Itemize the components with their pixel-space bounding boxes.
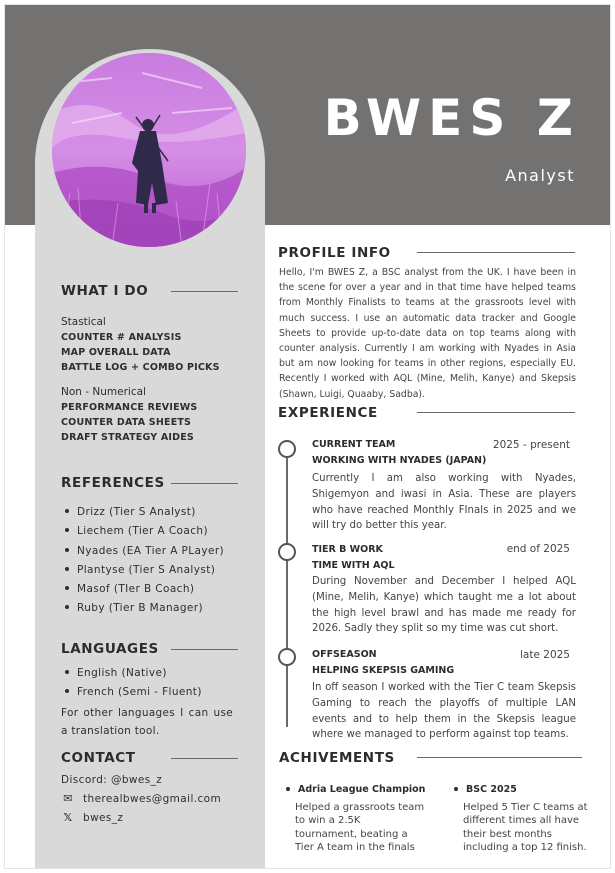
profile-photo — [52, 53, 246, 247]
languages-list — [61, 667, 202, 706]
bullet-icon — [286, 787, 290, 791]
skill-item: BATTLE LOG + COMBO PICKS — [61, 362, 220, 373]
achievement-title — [286, 784, 425, 795]
languages-note: For other languages I can use a translation tool. — [61, 707, 233, 737]
list-item — [61, 686, 202, 705]
skill-item: COUNTER # ANALYSIS — [61, 332, 182, 343]
skill-group-label: Non - Numerical — [61, 386, 146, 398]
languages-heading: LANGUAGES — [61, 641, 159, 657]
contact-heading: CONTACT — [61, 750, 136, 766]
achievement-title-text: Adria League Champion — [298, 784, 426, 795]
envelope-icon: ✉ — [63, 792, 73, 805]
experience-subtitle: HELPING SKEPSIS GAMING — [312, 665, 455, 676]
experience-heading: EXPERIENCE — [278, 405, 378, 421]
what-i-do-list — [61, 315, 220, 445]
bullet-icon — [65, 509, 69, 513]
achievements-heading: ACHIVEMENTS — [279, 750, 395, 766]
experience-subtitle: TIME WITH AQL — [312, 560, 395, 571]
reference-name: Plantyse (Tier S Analyst) — [77, 563, 216, 576]
skill-item: MAP OVERALL DATA — [61, 347, 171, 358]
language-name: French (Semi - Fluent) — [77, 686, 202, 699]
experience-description: In off season I worked with the Tier C team Skepsis Gaming to reach the playoffs of multiple LAN events and to help them in the Skepsis league where we managed to perform against top teams. — [312, 682, 576, 741]
experience-subtitle: WORKING WITH NYADES (JAPAN) — [312, 455, 487, 466]
bullet-icon — [65, 670, 69, 674]
experience-rule — [417, 412, 575, 413]
skill-group-label: Stastical — [61, 316, 106, 328]
experience-title: CURRENT TEAM — [312, 439, 396, 450]
language-name: English (Native) — [77, 667, 167, 679]
experience-description: Currently I am also working with Nyades, Shigemyon and iwasi in Asia. These are players who have reached Monthly FInals in 2025 and we will try do better this year. — [312, 473, 576, 532]
bullet-icon — [65, 567, 69, 571]
reference-name: Liechem (Tier A Coach) — [77, 525, 208, 538]
timeline-dot — [278, 648, 296, 666]
achievements-rule — [417, 757, 582, 758]
experience-title: TIER B WORK — [312, 544, 383, 555]
skill-item: DRAFT STRATEGY AIDES — [61, 432, 194, 443]
list-item — [61, 525, 224, 544]
experience-title: OFFSEASON — [312, 649, 377, 660]
discord-handle: Discord: @bwes_z — [61, 774, 163, 786]
bullet-icon — [65, 528, 69, 532]
email-address: therealbwes@gmail.com — [83, 793, 222, 805]
achievement-title — [454, 784, 517, 795]
resume-page — [4, 4, 611, 869]
references-list — [61, 506, 224, 622]
list-item — [61, 602, 224, 621]
languages-rule — [171, 649, 238, 650]
profile-heading: PROFILE INFO — [278, 245, 391, 261]
contact-rule — [171, 758, 238, 759]
samurai-in-field-image — [52, 53, 246, 247]
bullet-icon — [454, 787, 458, 791]
timeline-dot — [278, 440, 296, 458]
list-item — [61, 506, 224, 525]
reference-name: Masof (TIer B Coach) — [77, 583, 195, 596]
x-handle: bwes_z — [83, 812, 124, 824]
candidate-name: BWES Z — [323, 89, 580, 147]
bullet-icon — [65, 548, 69, 552]
experience-date: late 2025 — [520, 649, 570, 661]
list-item — [61, 667, 202, 686]
candidate-title: Analyst — [505, 166, 575, 185]
skill-item: COUNTER DATA SHEETS — [61, 417, 192, 428]
what-i-do-rule — [171, 291, 238, 292]
achievement-title-text: BSC 2025 — [466, 784, 517, 795]
achievement-description: Helped 5 Tier C teams at different times all have their best months including a top 12 finish. — [463, 802, 588, 854]
timeline-line — [286, 450, 288, 727]
experience-date: 2025 - present — [492, 439, 570, 451]
experience-description: During November and December I helped AQL (Mine, Melih, Kanye) which taught me a lot about the high level brawl and has made me ready for 2026. Sadly they split so my time was cut short. — [312, 576, 576, 635]
profile-rule — [417, 252, 575, 253]
list-item — [61, 564, 224, 583]
experience-date: end of 2025 — [506, 543, 570, 555]
email-row — [61, 792, 221, 805]
list-item — [61, 545, 224, 564]
bullet-icon — [65, 689, 69, 693]
achievement-description: Helped a grassroots team to win a 2.5K tournament, beating a Tier A team in the finals — [295, 802, 425, 854]
x-logo-icon: 𝕏 — [63, 811, 73, 824]
reference-name: Ruby (Tier B Manager) — [77, 602, 203, 615]
bullet-icon — [65, 605, 69, 609]
x-row — [61, 811, 123, 824]
what-i-do-heading: WHAT I DO — [61, 283, 149, 299]
reference-name: Drizz (Tier S Analyst) — [77, 506, 196, 518]
list-item — [61, 583, 224, 602]
bullet-icon — [65, 586, 69, 590]
reference-name: Nyades (EA Tier A PLayer) — [77, 544, 225, 557]
skill-item: PERFORMANCE REVIEWS — [61, 402, 198, 413]
timeline-dot — [278, 543, 296, 561]
references-rule — [171, 483, 238, 484]
profile-text: Hello, I'm BWES Z, a BSC analyst from the UK. I have been in the scene for over a year and in that time have helped teams from Monthly Finalists to teams at the grassroots level with much success. I use an automatic data tracker and Google Sheets to provide up-to-date data on top teams along with counter analysis. Currently I am working with Nyades in Asia but am now looking for teams in other regions, especially EU. Recently I worked with AQL (Mine, Melih, Kanye) and Skepsis (Shawn, Luigi, Quaaby, Sadba). — [279, 267, 576, 400]
references-heading: REFERENCES — [61, 475, 165, 491]
